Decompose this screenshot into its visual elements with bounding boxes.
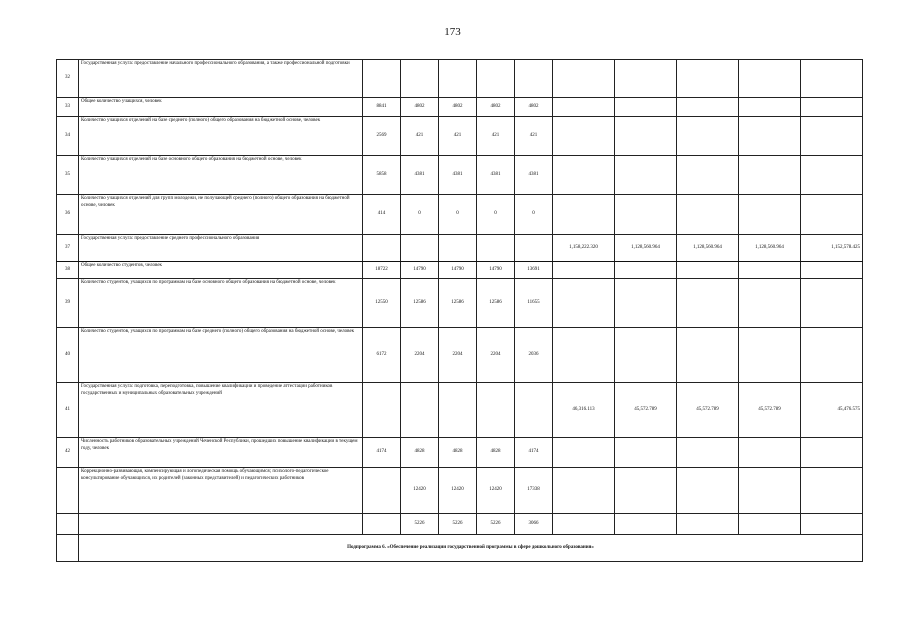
indicator-value: 4802: [515, 98, 553, 117]
row-number: 41: [57, 383, 79, 438]
table-row: [57, 235, 863, 262]
indicator-value: 421: [515, 117, 553, 156]
row-number: 38: [57, 262, 79, 279]
indicator-value: [477, 235, 515, 262]
funding-value: [553, 468, 615, 514]
funding-value: [739, 98, 801, 117]
funding-value: [553, 98, 615, 117]
indicator-value: 421: [401, 117, 439, 156]
indicator-value: 5226: [439, 514, 477, 535]
funding-value: [677, 98, 739, 117]
funding-value: [677, 514, 739, 535]
funding-value: [801, 514, 863, 535]
indicator-value: 421: [477, 117, 515, 156]
funding-value: [739, 328, 801, 383]
funding-value: [801, 117, 863, 156]
indicator-value: [401, 235, 439, 262]
row-number: 35: [57, 156, 79, 195]
indicator-value: 2036: [515, 328, 553, 383]
indicator-value: 12550: [363, 279, 401, 328]
funding-value: [801, 195, 863, 235]
funding-value: 1,128,560.964: [677, 235, 739, 262]
indicator-value: 4802: [401, 98, 439, 117]
funding-value: [553, 279, 615, 328]
indicator-value: [439, 383, 477, 438]
indicator-value: 4174: [515, 438, 553, 468]
indicator-description: Коррекционно-развивающая, компенсирующая и логопедическая помощь обучающимся; психолого-педагогическое консультирование обучающихся, их родителей (законных представителей) и педагогических работников: [79, 468, 363, 514]
row-number: 37: [57, 235, 79, 262]
table-row: [57, 328, 863, 383]
funding-value: [677, 60, 739, 98]
indicator-value: 4828: [439, 438, 477, 468]
indicators-table: [56, 59, 863, 562]
funding-value: [801, 438, 863, 468]
indicator-value: 11655: [515, 279, 553, 328]
funding-value: [615, 279, 677, 328]
funding-value: [801, 60, 863, 98]
row-number: 34: [57, 117, 79, 156]
funding-value: [615, 117, 677, 156]
indicator-value: [515, 383, 553, 438]
indicator-value: [363, 235, 401, 262]
indicator-description: Количество учащихся отделений на базе среднего (полного) общего образования на бюджетной основе, человек: [79, 117, 363, 156]
funding-value: [615, 60, 677, 98]
indicator-value: 4828: [401, 438, 439, 468]
subprogram-title: Подпрограмма 6. «Обеспечение реализации государственной программы в сфере дошкольного образования»: [79, 535, 863, 562]
table-row: [57, 195, 863, 235]
indicator-value: 414: [363, 195, 401, 235]
funding-value: 1,128,560.964: [615, 235, 677, 262]
indicator-description: Количество студентов, учащихся по программам на базе основного общего образования на бюджетной основе, человек: [79, 279, 363, 328]
page-number: 173: [444, 26, 461, 38]
funding-value: 1,152,578.425: [801, 235, 863, 262]
indicator-value: 4381: [439, 156, 477, 195]
funding-value: [615, 328, 677, 383]
indicator-value: 12420: [477, 468, 515, 514]
funding-value: [739, 156, 801, 195]
funding-value: [553, 262, 615, 279]
row-number: 39: [57, 279, 79, 328]
funding-value: [677, 438, 739, 468]
funding-value: [615, 438, 677, 468]
indicator-value: [363, 514, 401, 535]
funding-value: [801, 328, 863, 383]
funding-value: [677, 328, 739, 383]
indicator-value: 0: [515, 195, 553, 235]
indicator-value: 5226: [477, 514, 515, 535]
funding-value: [739, 438, 801, 468]
funding-value: [615, 195, 677, 235]
indicator-value: 4381: [401, 156, 439, 195]
indicator-value: 14790: [477, 262, 515, 279]
indicator-description: Количество учащихся отделений для групп молодежи, не получающей среднего (полного) общего образования на бюджетной основе, человек: [79, 195, 363, 235]
funding-value: 46,316.113: [553, 383, 615, 438]
funding-value: [553, 60, 615, 98]
indicator-value: 12586: [439, 279, 477, 328]
indicator-value: 2569: [363, 117, 401, 156]
indicator-value: 6172: [363, 328, 401, 383]
row-number: 40: [57, 328, 79, 383]
funding-value: 1,128,560.964: [739, 235, 801, 262]
indicator-value: 5226: [401, 514, 439, 535]
indicator-value: 4802: [439, 98, 477, 117]
indicator-value: 14790: [401, 262, 439, 279]
indicator-description: Государственная услуга: предоставление начального профессионального образования, а также профессиональной подготовки: [79, 60, 363, 98]
indicator-description: Общее количество студентов, человек: [79, 262, 363, 279]
funding-value: [739, 60, 801, 98]
indicator-value: [401, 60, 439, 98]
funding-value: [553, 117, 615, 156]
row-number: 42: [57, 438, 79, 468]
indicator-value: 4381: [515, 156, 553, 195]
funding-value: [553, 438, 615, 468]
funding-value: [677, 156, 739, 195]
indicator-value: 4174: [363, 438, 401, 468]
funding-value: [677, 117, 739, 156]
funding-value: [739, 468, 801, 514]
funding-value: 45,476.575: [801, 383, 863, 438]
indicator-value: 12586: [401, 279, 439, 328]
funding-value: [615, 468, 677, 514]
indicator-value: 13691: [515, 262, 553, 279]
indicator-value: 4828: [477, 438, 515, 468]
funding-value: [615, 262, 677, 279]
subprogram-row: [57, 535, 863, 562]
indicator-value: 12420: [439, 468, 477, 514]
indicator-description: [79, 514, 363, 535]
funding-value: 1,158,222.320: [553, 235, 615, 262]
funding-value: [739, 117, 801, 156]
funding-value: [739, 195, 801, 235]
table-row: [57, 117, 863, 156]
table-row: [57, 383, 863, 438]
funding-value: [677, 279, 739, 328]
indicator-value: 2204: [401, 328, 439, 383]
indicator-value: 0: [401, 195, 439, 235]
funding-value: [553, 195, 615, 235]
indicator-value: 0: [477, 195, 515, 235]
indicator-value: 3066: [515, 514, 553, 535]
funding-value: [553, 156, 615, 195]
indicator-value: [363, 468, 401, 514]
indicator-value: 421: [439, 117, 477, 156]
indicator-value: 0: [439, 195, 477, 235]
indicator-description: Общее количество учащихся, человек: [79, 98, 363, 117]
funding-value: [801, 468, 863, 514]
row-number: [57, 535, 79, 562]
funding-value: [615, 156, 677, 195]
indicator-value: 4381: [477, 156, 515, 195]
indicator-value: 12586: [477, 279, 515, 328]
funding-value: [677, 262, 739, 279]
indicator-value: [515, 235, 553, 262]
indicator-description: Количество студентов, учащихся по программам на базе среднего (полного) общего образования на бюджетной основе, человек: [79, 328, 363, 383]
funding-value: [739, 279, 801, 328]
row-number: 32: [57, 60, 79, 98]
funding-value: [615, 514, 677, 535]
funding-value: [615, 98, 677, 117]
funding-value: [553, 328, 615, 383]
funding-value: [801, 279, 863, 328]
row-number: 36: [57, 195, 79, 235]
funding-value: 45,572.789: [615, 383, 677, 438]
table-row: [57, 156, 863, 195]
indicator-value: 17338: [515, 468, 553, 514]
funding-value: [739, 262, 801, 279]
funding-value: [801, 98, 863, 117]
funding-value: [553, 514, 615, 535]
funding-value: [739, 514, 801, 535]
table-row: [57, 468, 863, 514]
indicator-description: Государственная услуга: предоставление среднего профессионального образования: [79, 235, 363, 262]
indicator-value: [477, 60, 515, 98]
funding-value: [801, 156, 863, 195]
row-number: [57, 514, 79, 535]
indicator-value: 12420: [401, 468, 439, 514]
funding-value: 45,572.789: [739, 383, 801, 438]
funding-value: 45,572.789: [677, 383, 739, 438]
indicator-value: [477, 383, 515, 438]
indicator-value: [515, 60, 553, 98]
row-number: [57, 468, 79, 514]
indicator-description: Количество учащихся отделений на базе основного общего образования на бюджетной основе, человек: [79, 156, 363, 195]
indicator-value: 14790: [439, 262, 477, 279]
indicator-value: 2204: [439, 328, 477, 383]
funding-value: [677, 195, 739, 235]
table-row: [57, 438, 863, 468]
indicator-value: 8841: [363, 98, 401, 117]
indicator-value: [401, 383, 439, 438]
indicator-value: 4802: [477, 98, 515, 117]
funding-value: [677, 468, 739, 514]
table-row: [57, 262, 863, 279]
indicator-value: [439, 60, 477, 98]
indicator-value: [363, 60, 401, 98]
table-row: [57, 60, 863, 98]
indicator-value: 18722: [363, 262, 401, 279]
row-number: 33: [57, 98, 79, 117]
table-row: [57, 98, 863, 117]
indicator-description: Численность работников образовательных учреждений Чеченской Республики, прошедших повышение квалификации в текущем году, человек: [79, 438, 363, 468]
indicator-value: [363, 383, 401, 438]
indicator-value: 2204: [477, 328, 515, 383]
indicator-value: 5858: [363, 156, 401, 195]
indicator-value: [439, 235, 477, 262]
table-row: [57, 514, 863, 535]
funding-value: [801, 262, 863, 279]
indicator-description: Государственная услуга: подготовка, переподготовка, повышение квалификации и проведение аттестации работников государственных и муниципальных образовательных учреждений: [79, 383, 363, 438]
table-row: [57, 279, 863, 328]
